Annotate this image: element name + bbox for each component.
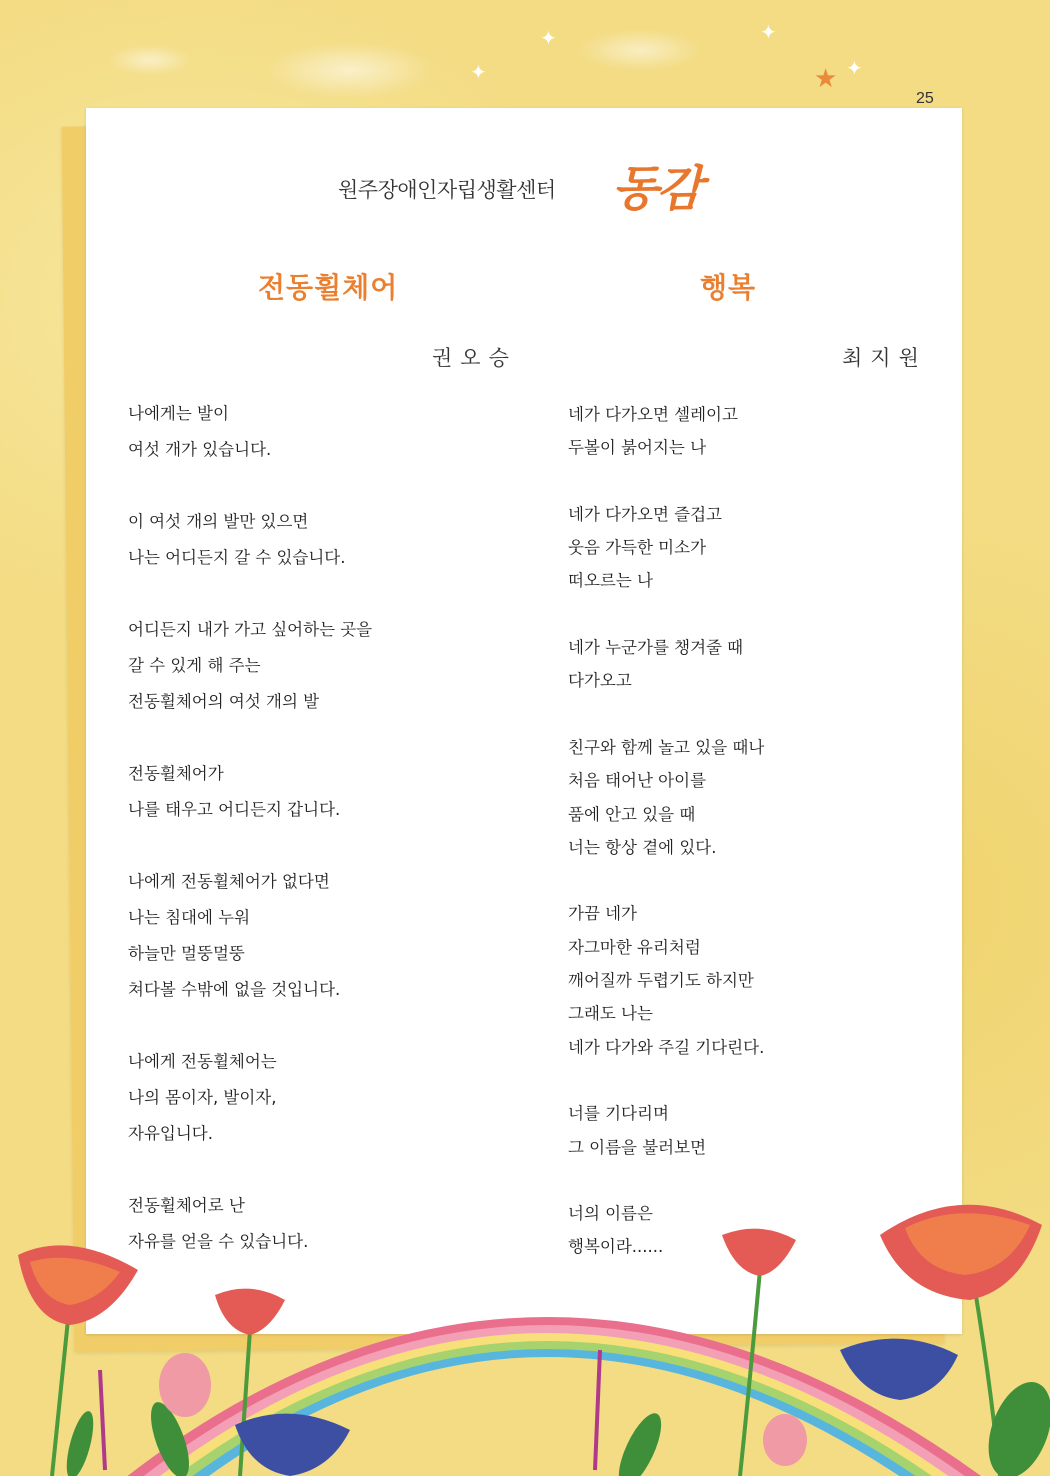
poem-line: 전동휠체어로 난 bbox=[128, 1196, 245, 1215]
poem-line: 여섯 개가 있습니다. bbox=[128, 440, 272, 459]
poem-line: 처음 태어난 아이를 bbox=[568, 771, 707, 791]
star-icon: ✦ bbox=[470, 60, 487, 84]
poem-line: 자유를 얻을 수 있습니다. bbox=[128, 1232, 309, 1251]
red-flower bbox=[18, 1245, 138, 1325]
red-flower bbox=[880, 1205, 1042, 1300]
poem-line: 나는 어디든지 갈 수 있습니다. bbox=[128, 548, 346, 567]
page-number: 25 bbox=[916, 90, 934, 107]
red-flower bbox=[215, 1289, 285, 1335]
red-flower bbox=[722, 1229, 796, 1276]
poem-line: 자유입니다. bbox=[128, 1124, 213, 1143]
poem-line: 나에게 전동휠체어는 bbox=[128, 1052, 277, 1071]
poem-line: 네가 누군가를 챙겨줄 때 bbox=[568, 638, 744, 658]
poem-line: 깨어질까 두렵기도 하지만 bbox=[568, 971, 754, 991]
orange-star-icon: ★ bbox=[814, 64, 838, 94]
star-icon: ✦ bbox=[846, 56, 863, 80]
poem-line: 전동휠체어가 bbox=[128, 764, 224, 783]
poem-line: 그래도 나는 bbox=[568, 1004, 653, 1024]
poem-line: 두볼이 붉어지는 나 bbox=[568, 438, 707, 458]
poem-line: 자그마한 유리처럼 bbox=[568, 937, 701, 957]
poem-line: 너를 기다리며 bbox=[568, 1104, 669, 1124]
poem-line: 그 이름을 불러보면 bbox=[568, 1137, 707, 1157]
poem-right-author: 최지원 bbox=[842, 346, 927, 370]
center-name: 원주장애인자립생활센터 bbox=[338, 178, 556, 202]
poem-line: 나에게는 발이 bbox=[128, 404, 229, 423]
poem-line: 나는 침대에 누워 bbox=[128, 908, 251, 927]
blue-flower bbox=[235, 1414, 350, 1476]
poem-right-title: 행복 bbox=[700, 271, 757, 304]
poem-line: 네가 다가와 주길 기다린다. bbox=[568, 1037, 765, 1057]
poem-left-author: 권오승 bbox=[432, 346, 517, 370]
poem-line: 너의 이름은 bbox=[568, 1204, 653, 1224]
poem-line: 다가오고 bbox=[568, 671, 632, 691]
poem-line: 쳐다볼 수밖에 없을 것입니다. bbox=[128, 980, 341, 999]
poem-line: 가끔 네가 bbox=[568, 904, 638, 924]
poem-line: 하늘만 멀뚱멀뚱 bbox=[128, 944, 245, 963]
poem-line: 품에 안고 있을 때 bbox=[568, 804, 696, 824]
poem-left-title: 전동휠체어 bbox=[258, 271, 399, 304]
poem-line: 네가 다가오면 즐겁고 bbox=[568, 504, 722, 524]
star-icon: ✦ bbox=[760, 20, 777, 44]
poem-line: 나를 태우고 어디든지 갑니다. bbox=[128, 800, 341, 819]
poem-line: 전동휠체어의 여섯 개의 발 bbox=[128, 692, 320, 711]
blue-flower bbox=[840, 1339, 958, 1400]
poem-line: 갈 수 있게 해 주는 bbox=[128, 656, 261, 675]
poem-line: 네가 다가오면 셀레이고 bbox=[568, 405, 738, 424]
poem-line: 어디든지 내가 가고 싶어하는 곳을 bbox=[128, 620, 373, 639]
poem-line: 떠오르는 나 bbox=[568, 571, 653, 591]
poem-line: 너는 항상 곁에 있다. bbox=[568, 837, 717, 857]
poem-line: 친구와 함께 놀고 있을 때나 bbox=[568, 737, 765, 757]
star-icon: ✦ bbox=[540, 26, 557, 50]
poem-line: 나에게 전동휠체어가 없다면 bbox=[128, 872, 330, 891]
poem-line: 나의 몸이자, 발이자, bbox=[128, 1088, 277, 1107]
poem-line: 행복이라...... bbox=[568, 1237, 664, 1257]
poem-line: 웃음 가득한 미소가 bbox=[568, 538, 707, 558]
poem-line: 이 여섯 개의 발만 있으면 bbox=[128, 512, 309, 531]
logo-text: 동감 bbox=[612, 161, 701, 217]
